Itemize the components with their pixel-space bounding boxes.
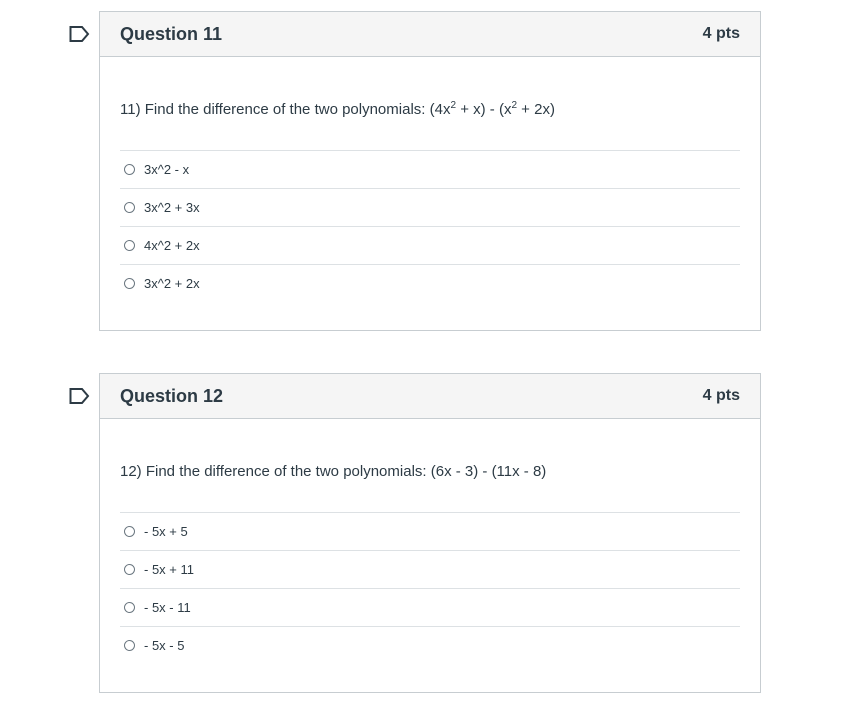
radio-button[interactable] bbox=[124, 278, 135, 289]
answer-option[interactable] bbox=[120, 589, 740, 627]
question-points: 4 pts bbox=[702, 387, 740, 404]
radio-button[interactable] bbox=[124, 202, 135, 213]
answer-label: - 5x - 11 bbox=[144, 600, 191, 615]
question-header bbox=[100, 12, 760, 57]
radio-button[interactable] bbox=[124, 602, 135, 613]
radio-button[interactable] bbox=[124, 564, 135, 575]
question-text: 12) Find the difference of the two polynomials: (6x - 3) - (11x - 8) bbox=[120, 463, 547, 480]
question-11-card bbox=[99, 11, 761, 331]
answer-label: 3x^2 + 2x bbox=[144, 276, 200, 291]
answer-label: 3x^2 + 3x bbox=[144, 200, 200, 215]
question-body bbox=[100, 100, 760, 302]
answer-option[interactable] bbox=[120, 551, 740, 589]
question-title: Question 11 bbox=[120, 23, 223, 44]
question-points: 4 pts bbox=[702, 25, 740, 42]
answer-list bbox=[120, 512, 740, 664]
answer-option[interactable] bbox=[120, 627, 740, 664]
radio-button[interactable] bbox=[124, 640, 135, 651]
answer-option[interactable] bbox=[120, 265, 740, 302]
answer-label: - 5x + 5 bbox=[144, 524, 188, 539]
answer-list bbox=[120, 150, 740, 302]
question-body bbox=[100, 462, 760, 664]
question-text: 11) Find the difference of the two polynomials: $(4x^2 + x) - (x^2 + 2x)$ bbox=[120, 100, 555, 118]
answer-label: - 5x - 5 bbox=[144, 638, 185, 653]
question-header bbox=[100, 374, 760, 419]
radio-button[interactable] bbox=[124, 240, 135, 251]
question-title: Question 12 bbox=[120, 385, 224, 406]
radio-button[interactable] bbox=[124, 164, 135, 175]
question-12-card bbox=[99, 373, 761, 693]
answer-label: - 5x + 11 bbox=[144, 562, 194, 577]
answer-option[interactable] bbox=[120, 151, 740, 189]
answer-label: 4x^2 + 2x bbox=[144, 238, 200, 253]
flag-question-icon[interactable] bbox=[69, 25, 91, 43]
answer-option[interactable] bbox=[120, 227, 740, 265]
answer-option[interactable] bbox=[120, 189, 740, 227]
flag-question-icon[interactable] bbox=[69, 387, 91, 405]
radio-button[interactable] bbox=[124, 526, 135, 537]
answer-label: 3x^2 - x bbox=[144, 162, 190, 177]
answer-option[interactable] bbox=[120, 513, 740, 551]
